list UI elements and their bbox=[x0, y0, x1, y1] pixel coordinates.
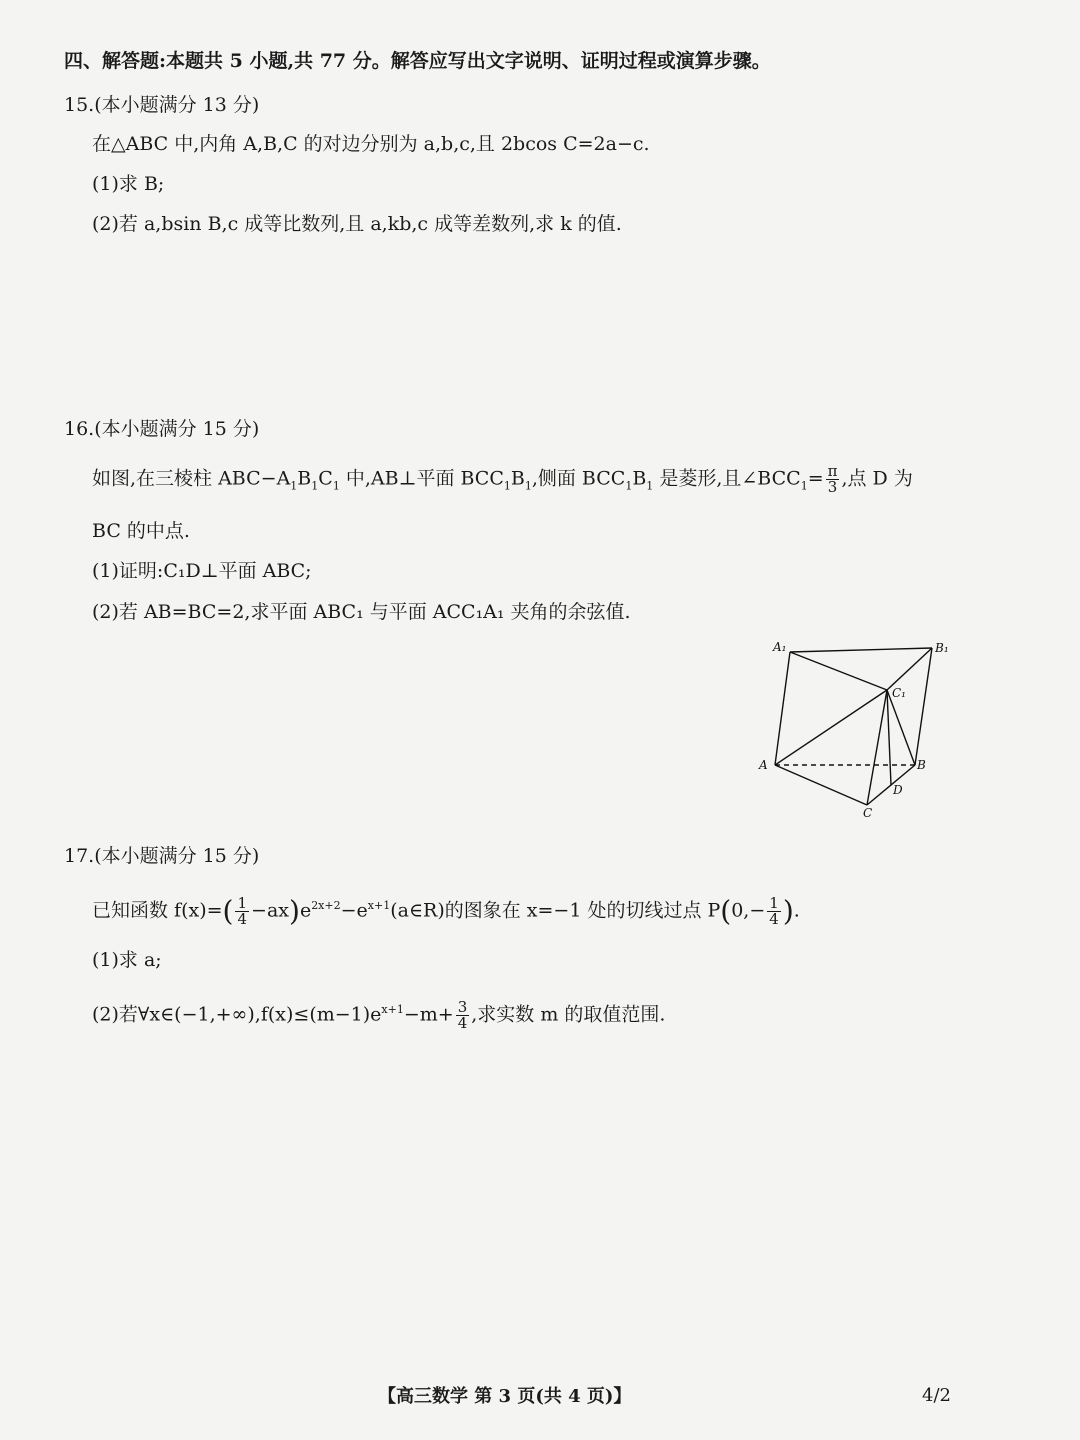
q17-part2: (2)若$\forall x\in(-1,+\infty),f(x)\le(m-1)e^{x+1}-m+$ $\frac{3}{4}$ ,求实数 m 的取值范围. bbox=[92, 997, 666, 1032]
q17-frac-minus-quarter: $\frac{1}{4}$ bbox=[769, 893, 779, 928]
page-footer: 【高三数学 第 3 页(共 4 页)】 bbox=[378, 1386, 632, 1407]
q16-stem: 如图,在三棱柱 $ABC-A_1B_1C_1$ 中,AB⊥平面 $BCC_1B_1$,侧面 $BCC_1B_1$ 是菱形,且$\angle BCC_1=$ $\frac{\pi}{3}$ ,点 D 为 bbox=[92, 462, 913, 496]
q17-frac-three-quarters: $\frac{3}{4}$ bbox=[457, 997, 468, 1032]
prism-figure bbox=[755, 635, 965, 825]
label-A: A bbox=[759, 758, 768, 772]
label-A1: A₁ bbox=[773, 640, 787, 654]
q15-part1: (1)求 B; bbox=[92, 173, 165, 195]
q15-part2: (2)若 a,bsin B,c 成等比数列,且 a,kb,c 成等差数列,求 k 的值. bbox=[92, 213, 622, 235]
label-B1: B₁ bbox=[935, 641, 949, 655]
label-C: C bbox=[863, 806, 873, 820]
q16-title: 16.(本小题满分 15 分) bbox=[64, 418, 260, 440]
label-D: D bbox=[893, 783, 903, 797]
q16-stem-line2: BC 的中点. bbox=[92, 520, 190, 542]
page-number-right: 4/2 bbox=[922, 1385, 951, 1406]
q16-part1: (1)证明:C₁D⊥平面 ABC; bbox=[92, 560, 312, 582]
pi-over-3-fraction: $\frac{\pi}{3}$ bbox=[827, 462, 838, 496]
q17-frac-one-quarter: $\frac{1}{4}$ bbox=[237, 893, 248, 928]
label-C1: C₁ bbox=[892, 686, 906, 700]
q16-part2: (2)若 AB=BC=2,求平面 ABC₁ 与平面 ACC₁A₁ 夹角的余弦值. bbox=[92, 601, 631, 623]
q17-stem: 已知函数 f(x)=( $\frac{1}{4}$ $-ax)e^{2x+2}-e^{x+1}(a\in R)$的图象在 x=−1 处的切线过点 P(0,− $\frac{1}{4}$ ). bbox=[92, 893, 800, 928]
label-B: B bbox=[917, 758, 926, 772]
section-heading: 四、解答题:本题共 5 小题,共 77 分。解答应写出文字说明、证明过程或演算步骤。 bbox=[64, 50, 771, 72]
q17-title: 17.(本小题满分 15 分) bbox=[64, 845, 260, 867]
q15-title: 15.(本小题满分 13 分) bbox=[64, 94, 260, 116]
q17-part1: (1)求 a; bbox=[92, 949, 162, 971]
q15-stem: 在△ABC 中,内角 A,B,C 的对边分别为 a,b,c,且 2bcos C=2a−c. bbox=[92, 133, 650, 155]
